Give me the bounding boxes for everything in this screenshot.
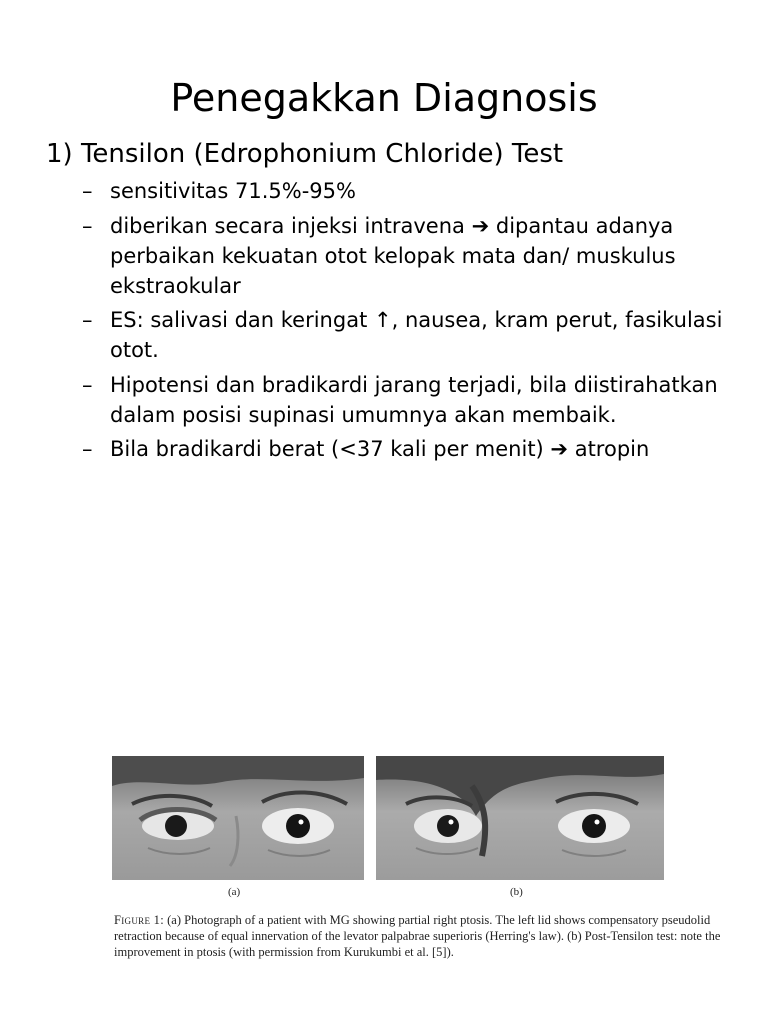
figure-caption-label: Figure 1: [114,913,164,927]
slide-title: Penegakkan Diagnosis [170,76,598,121]
bullet-text: atropin [568,437,650,461]
figure-caption-text: (a) Photograph of a patient with MG showing partial right ptosis. The left lid shows compensatory pseudolid retraction because of equal innervation of the levator palpabrae superioris (Herring's law). (b) Post-Tensilon test: note the improvement in ptosis (with permission from Kurukumbi et al. [5]). [114,913,721,959]
bullet-text: dipantau adanya perbaikan kekuatan otot kelopak mata dan/ muskulus ekstraokular [110,213,676,298]
bullet-item [82,211,732,301]
bullet-item [82,370,732,430]
bullet-list [82,176,732,469]
panel-label-b: (b) [510,886,523,898]
panel-label-a: (a) [228,886,241,898]
bullet-dash: – [82,308,93,332]
bullet-dash: – [82,372,93,397]
bullet-text: , nausea, kram perut, fasikulasi otot. [110,308,723,362]
bullet-text: ES: salivasi dan keringat [110,308,374,332]
bullet-item [82,305,732,365]
main-point-heading: 1) Tensilon (Edrophonium Chloride) Test [46,139,564,169]
bullet-dash: – [82,179,93,203]
bullet-dash: – [82,213,93,238]
figure-caption [114,912,758,960]
bullet-item [82,176,732,206]
arrow-right-icon: ➔ [471,213,490,238]
bullet-text: diberikan secara injeksi intravena [110,213,472,238]
bullet-text: Hipotensi dan bradikardi jarang terjadi, bila diistirahatkan dalam posisi supinasi umumnya akan membaik. [110,372,718,427]
arrow-up-icon: ↑ [373,308,392,332]
bullet-dash: – [82,437,93,461]
bullet-text: sensitivitas 71.5%-95% [110,179,356,203]
bullet-text: Bila bradikardi berat (<37 kali per menit) [110,437,551,461]
patient-eyes-photo-before [112,756,364,880]
bullet-item [82,434,732,464]
arrow-right-icon: ➔ [550,437,569,461]
patient-eyes-photo-after [376,756,664,880]
